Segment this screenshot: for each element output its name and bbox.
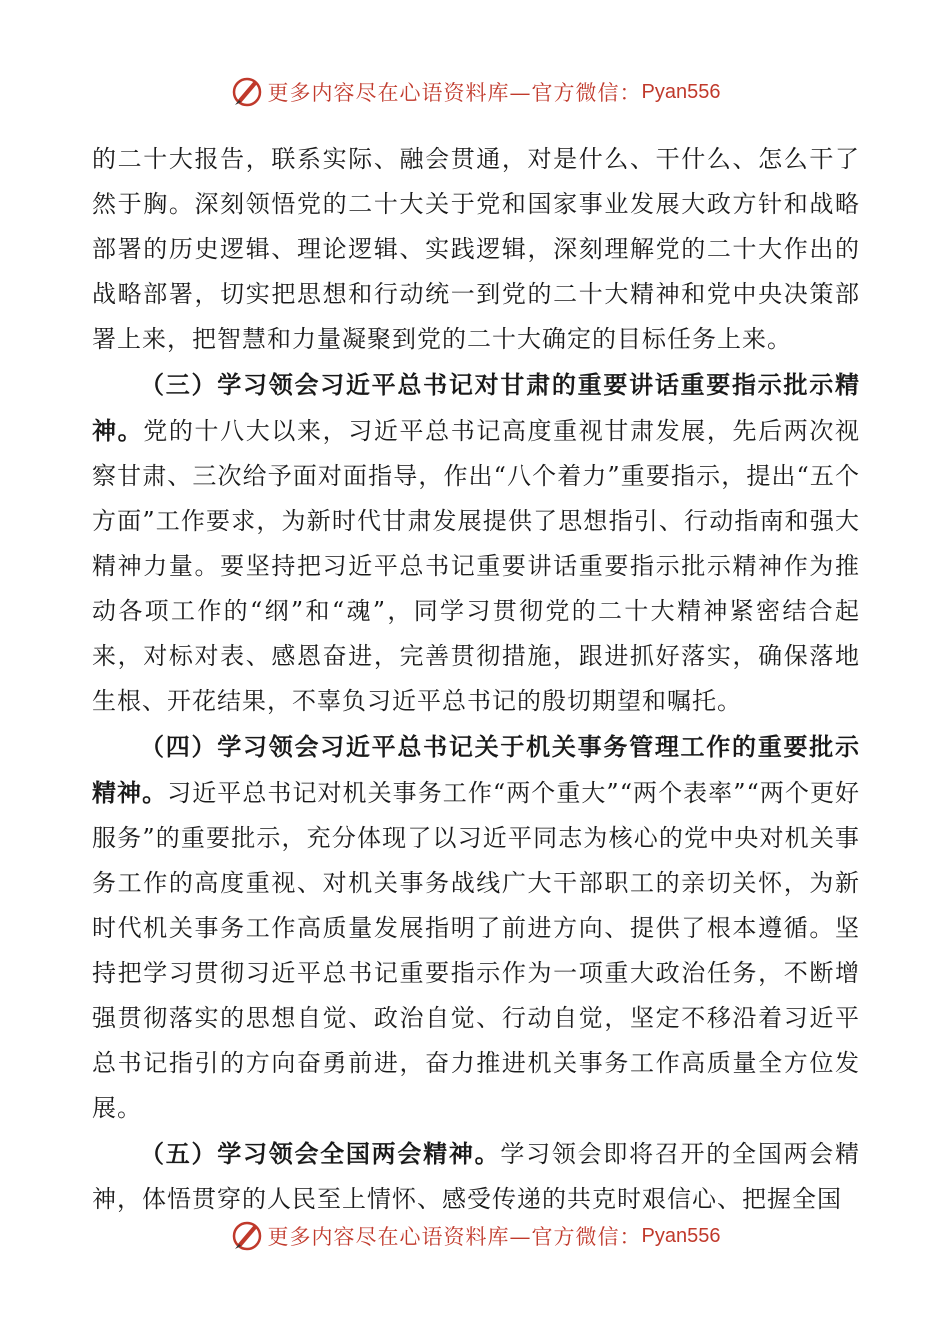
paragraph-text: 学习领会即将召开的全国两会精神，体悟贯穿的人民至上情怀、感受传递的共克时艰信心、把握全国 xyxy=(92,1140,861,1213)
pen-logo-icon xyxy=(230,1219,264,1253)
section-heading: （五）学习领会全国两会精神。 xyxy=(140,1139,501,1168)
banner-text: 更多内容尽在心语资料库—官方微信： xyxy=(267,81,642,105)
section-heading: （四）学习领会习近平总书记关于机关事务管理工作的重要批示精神。 xyxy=(92,732,860,807)
banner-text: 更多内容尽在心语资料库—官方微信： xyxy=(267,1225,642,1249)
document-body xyxy=(92,137,860,1222)
paragraph-continuation xyxy=(92,137,860,362)
paragraph-section-5 xyxy=(92,1131,860,1222)
paragraph-text: 的二十大报告，联系实际、融会贯通，对是什么、干什么、怎么干了然于胸。深刻领悟党的二十大关于党和国家事业发展大政方针和战略部署的历史逻辑、理论逻辑、实践逻辑，深刻理解党的二十大作出的战略部署，切实把思想和行动统一到党的二十大精神和党中央决策部署上来，把智慧和力量凝聚到党的二十大确定的目标任务上来。 xyxy=(92,145,860,353)
pen-logo-icon xyxy=(230,75,264,109)
paragraph-section-3 xyxy=(92,362,860,724)
footer-banner[interactable] xyxy=(0,1216,950,1256)
section-heading: （三）学习领会习近平总书记对甘肃的重要讲话重要指示批示精神。 xyxy=(92,370,860,445)
paragraph-section-4 xyxy=(92,724,860,1131)
paragraph-text: 党的十八大以来，习近平总书记高度重视甘肃发展，先后两次视察甘肃、三次给予面对面指导，作出“八个着力”重要指示，提出“五个方面”工作要求，为新时代甘肃发展提供了思想指引、行动指南和强大精神力量。要坚持把习近平总书记重要讲话重要指示批示精神作为推动各项工作的“纲”和“魂”，同学习贯彻党的二十大精神紧密结合起来，对标对表、感恩奋进，完善贯彻措施，跟进抓好落实，确保落地生根、开花结果，不辜负习近平总书记的殷切期望和嘱托。 xyxy=(92,417,861,715)
banner-wechat-id: Pyan556 xyxy=(641,80,721,103)
header-banner[interactable] xyxy=(0,72,950,112)
paragraph-text: 习近平总书记对机关事务工作“两个重大”“两个表率”“两个更好服务”的重要批示，充分体现了以习近平同志为核心的党中央对机关事务工作的高度重视、对机关事务战线广大干部职工的亲切关怀，为新时代机关事务工作高质量发展指明了前进方向、提供了根本遵循。坚持把学习贯彻习近平总书记重要指示作为一项重大政治任务，不断增强贯彻落实的思想自觉、政治自觉、行动自觉，坚定不移沿着习近平总书记指引的方向奋勇前进，奋力推进机关事务工作高质量全方位发展。 xyxy=(92,779,860,1122)
banner-wechat-id: Pyan556 xyxy=(641,1224,721,1247)
